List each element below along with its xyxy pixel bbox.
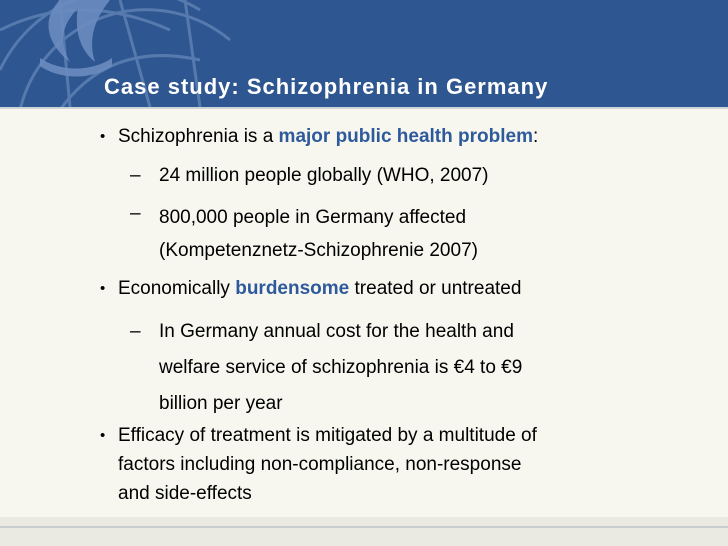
text-line: (Kompetenznetz-Schizophrenie 2007) <box>159 240 478 261</box>
slide-title: Case study: Schizophrenia in Germany <box>104 74 549 99</box>
bullet-text <box>118 122 678 151</box>
dash-icon: – <box>130 165 141 186</box>
dash-icon: – <box>130 203 141 224</box>
text-line: factors including non-compliance, non-response <box>118 454 522 475</box>
bullet-text <box>118 274 678 303</box>
highlight-text: major public health problem <box>278 126 533 147</box>
bullet-icon: • <box>100 427 106 444</box>
sub-bullet-text <box>159 201 659 267</box>
bullet-icon: • <box>100 280 106 297</box>
text-line: billion per year <box>159 393 283 414</box>
highlight-text: burdensome <box>235 278 350 299</box>
bullet-text <box>118 421 678 508</box>
text-line: In Germany annual cost for the health and <box>159 321 514 342</box>
sub-bullet-text: 24 million people globally (WHO, 2007) <box>159 165 489 186</box>
dash-icon: – <box>130 321 141 342</box>
text-line: 800,000 people in Germany affected <box>159 207 467 228</box>
text-line: Efficacy of treatment is mitigated by a multitude of <box>118 425 537 446</box>
text-run: : <box>532 126 539 147</box>
text-run: treated or untreated <box>349 278 522 299</box>
text-line: and side-effects <box>118 483 252 504</box>
text-run: Schizophrenia is a <box>118 126 279 147</box>
sub-bullet-text <box>159 314 659 422</box>
text-line: welfare service of schizophrenia is €4 to €9 <box>159 357 523 378</box>
bullet-icon: • <box>100 128 106 145</box>
text-run: Economically <box>118 278 236 299</box>
